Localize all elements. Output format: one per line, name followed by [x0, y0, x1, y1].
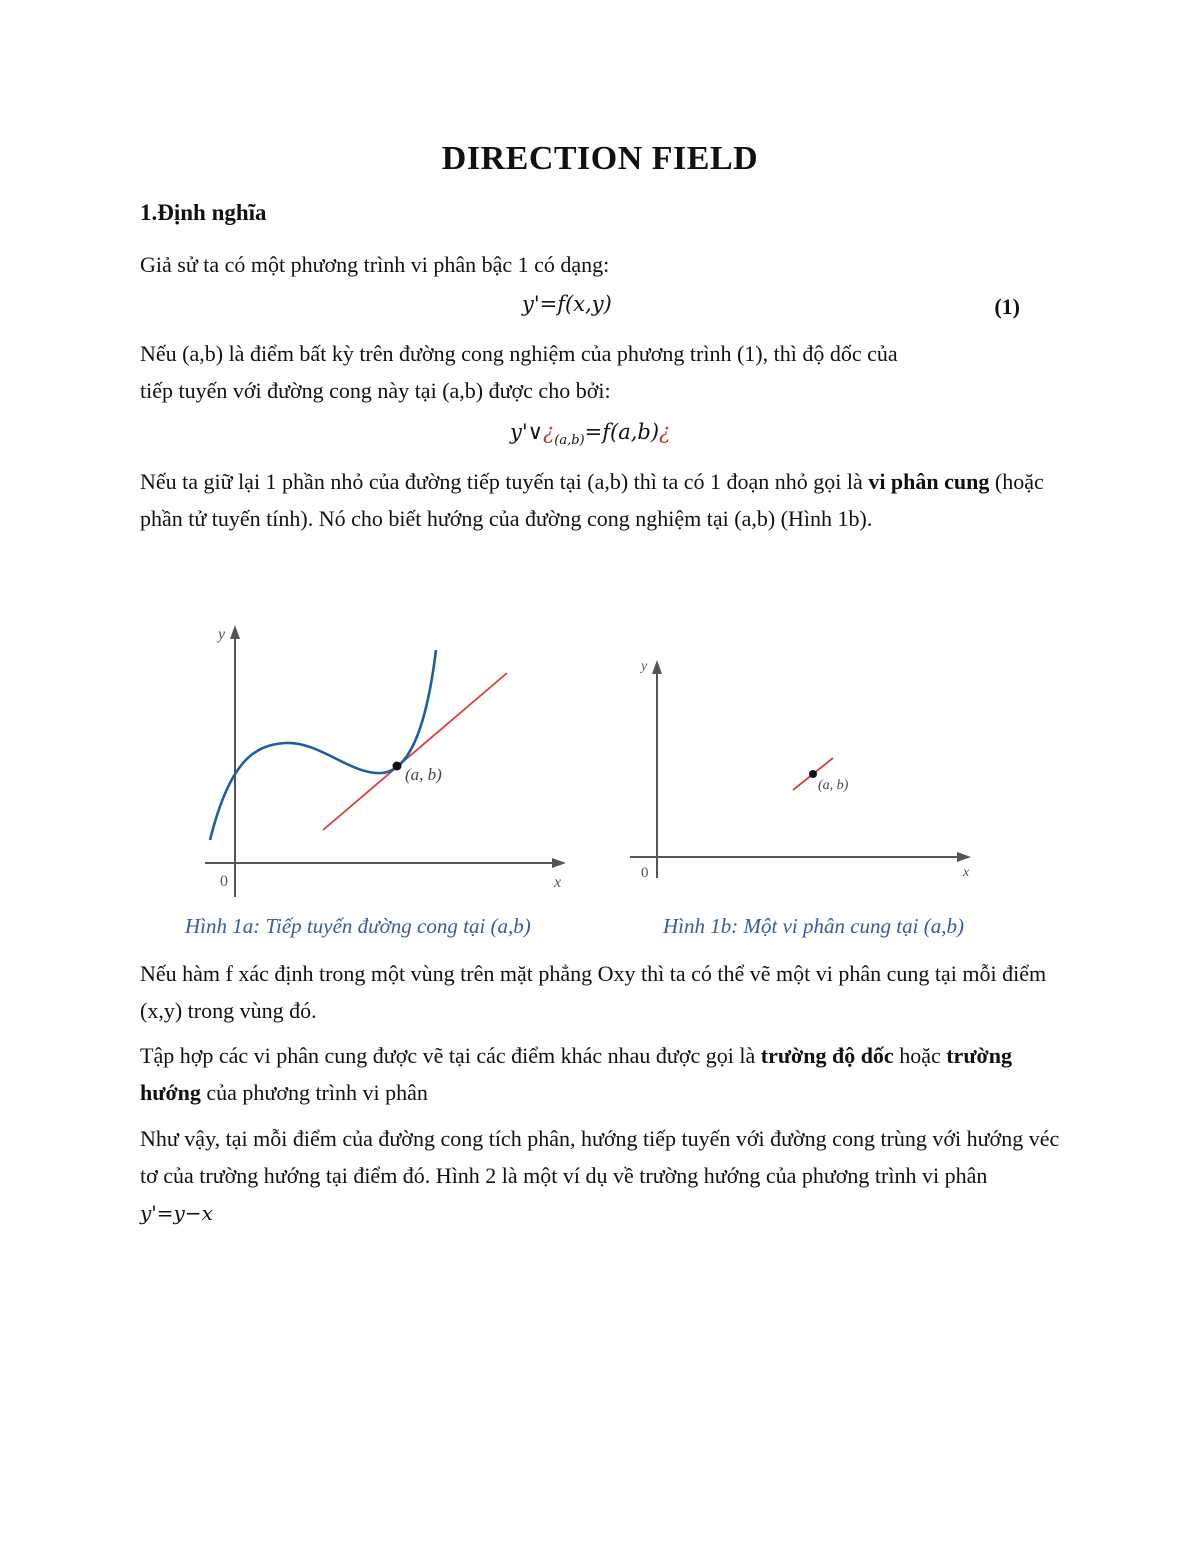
paragraph-direction-field: [140, 1037, 1060, 1111]
equation-2-glyph-1: ¿: [543, 420, 555, 444]
figure-1b-point-label: (a, b): [818, 778, 849, 793]
figure-1a-x-label: x: [554, 874, 562, 891]
paragraph-slope-line2: tiếp tuyến với đường cong này tại (a,b) được cho bởi:: [140, 378, 611, 403]
figure-1b-origin-label: 0: [641, 865, 649, 881]
paragraph-slope-line1: Nếu (a,b) là điểm bất kỳ trên đường cong nghiệm của phương trình (1), thì độ dốc của: [140, 341, 898, 366]
figure-1b-caption: Hình 1b: Một vi phân cung tại (a,b): [663, 914, 964, 938]
figure-1a-y-arrow: [230, 625, 240, 639]
equation-1: y'=f(x,y): [522, 292, 612, 316]
section-heading: 1.Định nghĩa: [140, 200, 267, 225]
figure-1a-tangent-line: [323, 673, 507, 830]
figure-1a-solution-curve: [210, 650, 436, 840]
equation-2-glyph-2: ¿: [659, 420, 671, 444]
figure-1a-y-label: y: [218, 626, 226, 643]
equation-2-rhs: =f(a,b): [584, 420, 660, 444]
figure-1b-y-arrow: [652, 660, 662, 674]
paragraph-arc-text-b: (hoặc phần tử tuyến tính). Nó cho biết hướng của đường cong nghiệm tại (a,b) (Hình 1b).: [140, 469, 1044, 531]
intro-paragraph: Giả sử ta có một phương trình vi phân bậc 1 có dạng:: [140, 252, 610, 277]
equation-1-number: (1): [994, 294, 1020, 319]
paragraph-field-text-c: của phương trình vi phân: [200, 1080, 428, 1105]
figure-1b-x-label: x: [963, 865, 970, 880]
paragraph-example-equation: y'=y−x: [140, 1201, 213, 1225]
figure-1b: [625, 650, 985, 890]
paragraph-field-text-b: hoặc: [893, 1043, 947, 1068]
paragraph-arc-text-a: Nếu ta giữ lại 1 phần nhỏ của đường tiếp tuyến tại (a,b) thì ta có 1 đoạn nhỏ gọi là: [140, 469, 869, 494]
figure-1a-x-arrow: [552, 858, 566, 868]
page-title: DIRECTION FIELD: [441, 140, 759, 177]
paragraph-field-text-a: Tập hợp các vi phân cung được vẽ tại các điểm khác nhau được gọi là: [140, 1043, 761, 1068]
equation-2-subscript: (a,b): [554, 433, 585, 448]
paragraph-example-text: Như vậy, tại mỗi điểm của đường cong tích phân, hướng tiếp tuyến với đường cong trùng với hướng véc tơ của trường hướng tại điểm đó. Hình 2 là một ví dụ về trường hướng của phương trình vi phân: [140, 1126, 1060, 1188]
figure-1a-point-label: (a, b): [405, 765, 442, 784]
figure-1b-point: [809, 770, 817, 778]
paragraph-field-bold-slope: trường độ dốc: [760, 1043, 894, 1068]
equation-2: [510, 420, 670, 448]
paragraph-arc-element: [140, 463, 1060, 537]
figure-1a-origin-label: 0: [220, 873, 228, 890]
equation-2-lhs: y'∨: [510, 420, 544, 444]
figure-1a-point: [393, 762, 402, 771]
paragraph-arc-bold-term: vi phân cung: [868, 469, 990, 494]
figure-1a-caption: Hình 1a: Tiếp tuyến đường cong tại (a,b): [185, 914, 531, 938]
paragraph-domain: Nếu hàm f xác định trong một vùng trên mặt phẳng Oxy thì ta có thể vẽ một vi phân cung tại mỗi điểm (x,y) trong vùng đó.: [140, 961, 1047, 1023]
figure-1a: [200, 615, 640, 900]
paragraph-slope: [140, 335, 1060, 409]
paragraph-example: [140, 1120, 1060, 1232]
figure-1b-x-arrow: [957, 852, 971, 862]
figure-1b-y-label: y: [641, 659, 648, 674]
paragraph-field-bold-direction: trường hướng: [140, 1043, 1012, 1105]
